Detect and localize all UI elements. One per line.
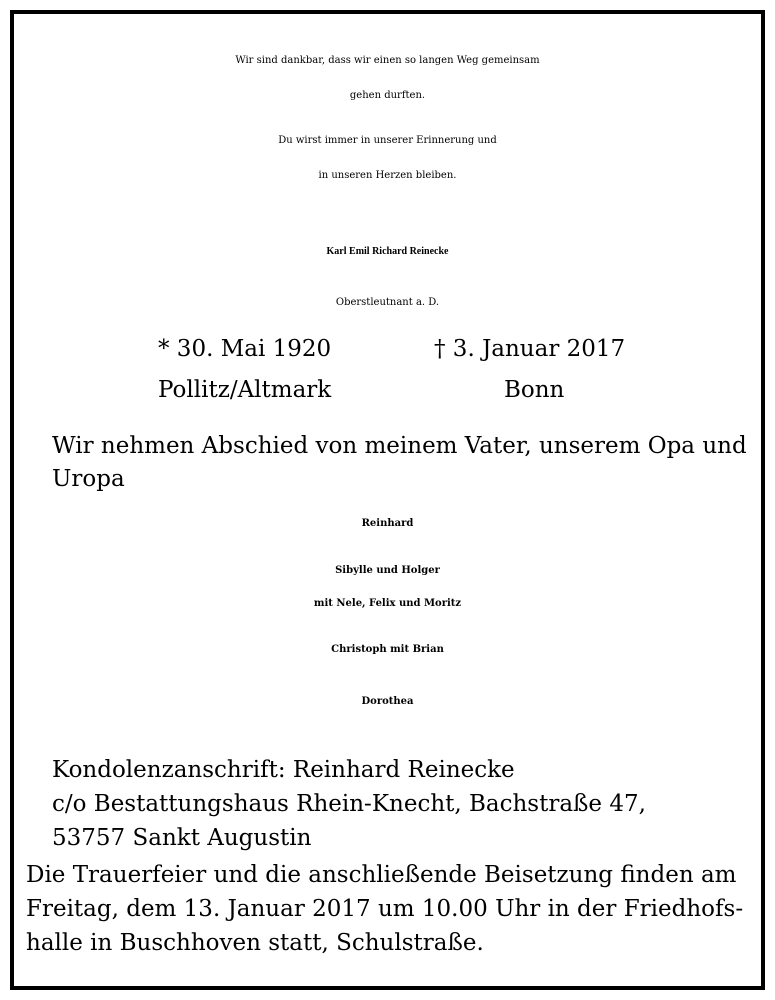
farewell-line: Wir nehmen Abschied von meinem Vater, unserem Opa und	[52, 433, 747, 459]
condolence-address: c/o Bestattungshaus Rhein-Knecht, Bachstraße 47,	[52, 791, 646, 817]
deceased-name: Karl Emil Richard Reinecke	[326, 246, 449, 257]
service-info: Die Trauerfeier und die anschließende Beisetzung finden am	[26, 862, 737, 888]
intro-line: in unseren Herzen bleiben.	[318, 170, 457, 181]
mourner-name: Sibylle und Holger	[335, 565, 440, 576]
death-date: † 3. Januar 2017	[434, 336, 626, 362]
farewell-line: Uropa	[52, 466, 125, 492]
service-info: halle in Buschhoven statt, Schulstraße.	[26, 930, 484, 956]
mourner-name: Dorothea	[361, 696, 414, 707]
mourner-name: Christoph mit Brian	[331, 644, 444, 655]
birth-place: Pollitz/Altmark	[158, 377, 332, 403]
intro-line: Du wirst immer in unserer Erinnerung und	[278, 135, 497, 146]
condolence-address: Kondolenzanschrift: Reinhard Reinecke	[52, 757, 515, 783]
birth-date: * 30. Mai 1920	[158, 336, 332, 362]
service-info: Freitag, dem 13. Januar 2017 um 10.00 Uhr in der Friedhofs-	[26, 896, 744, 922]
intro-line: gehen durften.	[349, 90, 426, 101]
condolence-address: 53757 Sankt Augustin	[52, 825, 312, 851]
death-place: Bonn	[504, 377, 565, 403]
deceased-title: Oberstleutnant a. D.	[335, 297, 440, 308]
mourner-name: mit Nele, Felix und Moritz	[313, 598, 462, 609]
obituary-notice	[14, 14, 761, 986]
intro-line: Wir sind dankbar, dass wir einen so langen Weg gemeinsam	[235, 55, 540, 66]
mourner-name: Reinhard	[361, 518, 414, 529]
